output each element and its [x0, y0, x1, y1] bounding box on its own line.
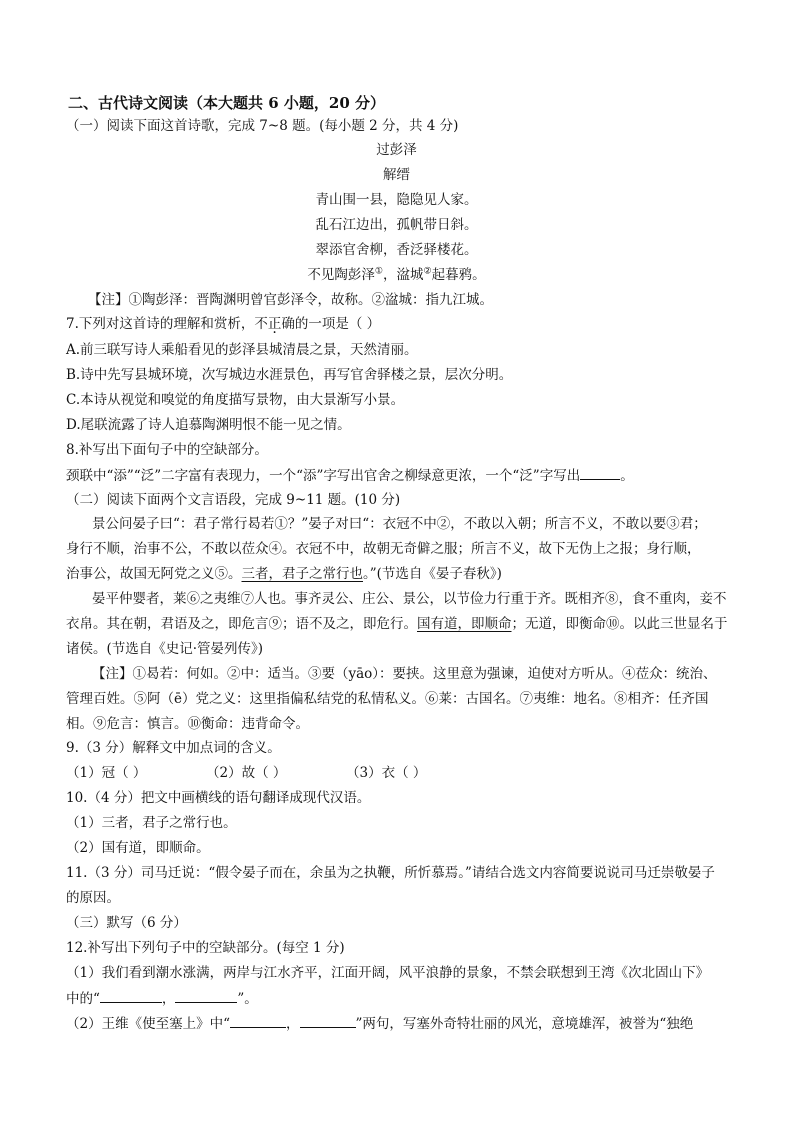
q9-stem: 9.（3 分）解释文中加点词的含义。: [66, 740, 281, 756]
passage1-line-1: 景公问晏子曰“：君子常行曷若①？”晏子对曰“：衣冠不中②，不敢以入朝；所言不义，不敢以要③君；: [92, 516, 707, 532]
q10-item-2: （2）国有道，即顺命。: [66, 840, 210, 856]
q11-line-1: 11.（3 分）司马迁说：“假令晏子而在，余虽为之执鞭，所忻慕焉。”请结合选文内容简要说说司马迁崇敬晏子: [66, 865, 715, 881]
q8-text-end: 。: [620, 468, 634, 484]
poem-note: 【注】①陶彭泽：晋陶渊明曾官彭泽令，故称。②湓城：指九江城。: [88, 292, 493, 308]
passage1-line-3-b: 。”(节选自《晏子春秋》): [363, 566, 502, 582]
q7-option-c: C.本诗从视觉和嗅觉的角度描写景物，由大景渐写小景。: [66, 392, 405, 408]
passage2-line-3: 诸侯。(节选自《史记·管晏列传》): [66, 641, 264, 657]
poem-last-b: ，湓城: [383, 267, 424, 283]
q10-item-1: （1）三者，君子之常行也。: [66, 815, 237, 831]
q12-blank-2: [175, 988, 237, 1003]
q7-option-d: D.尾联流露了诗人追慕陶渊明恨不能一见之情。: [66, 417, 351, 433]
passage2-line-2-b: ；无道，即衡命⑩。以此三世显名于: [511, 616, 728, 632]
passage-note-line-3: 相。⑨危言：慎言。⑩衡命：违背命令。: [66, 716, 309, 732]
q7-stem-a: 7.下列对这首诗的理解和赏析，: [66, 316, 255, 332]
q12-item-1-c: ”。: [237, 991, 258, 1007]
q10-stem: 10.（4 分）把文中画横线的语句翻译成现代汉语。: [66, 790, 371, 806]
q7-stem-b: 的一项是（ ）: [294, 316, 381, 332]
passage-note-line-1: 【注】①曷若：何如。②中：适当。③要（yāo）：要挟。这里意为强谏，迫使对方听从。④莅众：统治、: [92, 666, 717, 682]
q12-blank-4: [300, 1013, 356, 1028]
q12-item-2: [66, 1013, 693, 1034]
poem-line-4: [0, 265, 793, 285]
q11-line-2: 的原因。: [66, 890, 120, 906]
poem-line-1: 青山围一县，隐隐见人家。: [315, 192, 478, 208]
part3-intro: （三）默写（6 分）: [66, 915, 187, 931]
q12-item-1-a: 中的“: [66, 991, 100, 1007]
passage-note-line-2: 管理百姓。⑤阿（ē）党之义：这里指偏私结党的私情私义。⑥莱：古国名。⑦夷维：地名。⑧相齐：任齐国: [66, 691, 709, 707]
passage2-line-2: [66, 614, 728, 634]
q12-item-2-a: （2）王维《使至塞上》中“: [66, 1016, 230, 1032]
part2-intro: （二）阅读下面两个文言语段，完成 9~11 题。(10 分): [66, 492, 401, 508]
q12-stem: 12.补写出下列句子中的空缺部分。(每空 1 分): [66, 940, 345, 956]
q9-item-1: （1）冠（ ）: [66, 765, 147, 781]
q7-option-b: B.诗中先写县城环境，次写城边水涯景色，再写官舍驿楼之景，层次分明。: [66, 367, 513, 383]
footnote-1: ①: [374, 266, 383, 277]
q12-item-1-line-1: （1）我们看到潮水涨满，两岸与江水齐平，江面开阔，风平浪静的景象，不禁会联想到王湾《次北固山下》: [66, 965, 710, 981]
footnote-2: ②: [423, 266, 432, 277]
q12-blank-3: [230, 1013, 286, 1028]
q7-stem: [66, 314, 380, 334]
passage2-line-1: 晏平仲婴者，莱⑥之夷维⑦人也。事齐灵公、庄公、景公，以节俭力行重于齐。既相齐⑧，食不重肉，妾不: [92, 591, 727, 607]
q12-item-1-line-2: [66, 988, 258, 1009]
poem-line-3: 翠添官舍柳，香泛驿楼花。: [315, 242, 478, 258]
passage1-line-2: 身行不顺，治事不公，不敢以莅众④。衣冠不中，故朝无奇僻之服；所言不义，故下无伪上之报；身行顺，: [66, 541, 701, 557]
q7-option-a: A.前三联写诗人乘船看见的彭泽县城清晨之景，天然清丽。: [66, 342, 418, 358]
poem-title: 过彭泽: [376, 142, 417, 158]
poem-last-a: 不见陶彭泽: [307, 267, 375, 283]
q7-stem-emph: 不正确: [254, 316, 295, 332]
part1-intro: （一）阅读下面这首诗歌，完成 7~8 题。(每小题 2 分，共 4 分): [66, 118, 459, 134]
q12-item-2-b: ，: [286, 1016, 300, 1032]
passage2-line-2-a: 衣帛。其在朝，君语及之，即危言⑨；语不及之，即危行。: [66, 616, 417, 632]
passage1-line-3-a: 治事公，故国无阿党之义⑤。: [66, 566, 242, 582]
passage1-line-3: [66, 564, 502, 584]
poem-author: 解缙: [383, 167, 410, 183]
q8-stem: 8.补写出下面句子中的空缺部分。: [66, 442, 268, 458]
q8-text: [66, 465, 634, 486]
section-title: 二、古代诗文阅读（本大题共 6 小题，20 分）: [68, 94, 385, 112]
passage1-underlined: 三者，君子之常行也: [241, 566, 363, 582]
q8-blank: [580, 465, 620, 480]
q12-item-1-b: ，: [161, 991, 176, 1007]
passage2-underlined: 国有道，即顺命: [417, 616, 512, 632]
poem-line-2: 乱石江边出，孤帆带日斜。: [315, 217, 478, 233]
poem-last-c: 起暮鸦。: [431, 267, 486, 283]
q12-item-2-c: ”两句，写塞外奇特壮丽的风光，意境雄浑，被誉为“独绝: [355, 1016, 694, 1032]
q9-item-3: （3）衣（ ）: [346, 765, 427, 781]
q12-blank-1: [100, 988, 162, 1003]
q9-item-2: （2）故（ ）: [206, 765, 287, 781]
q8-text-body: 颈联中“添”“泛”二字富有表现力，一个“添”字写出官舍之柳绿意更浓，一个“泛”字写出: [66, 468, 581, 484]
